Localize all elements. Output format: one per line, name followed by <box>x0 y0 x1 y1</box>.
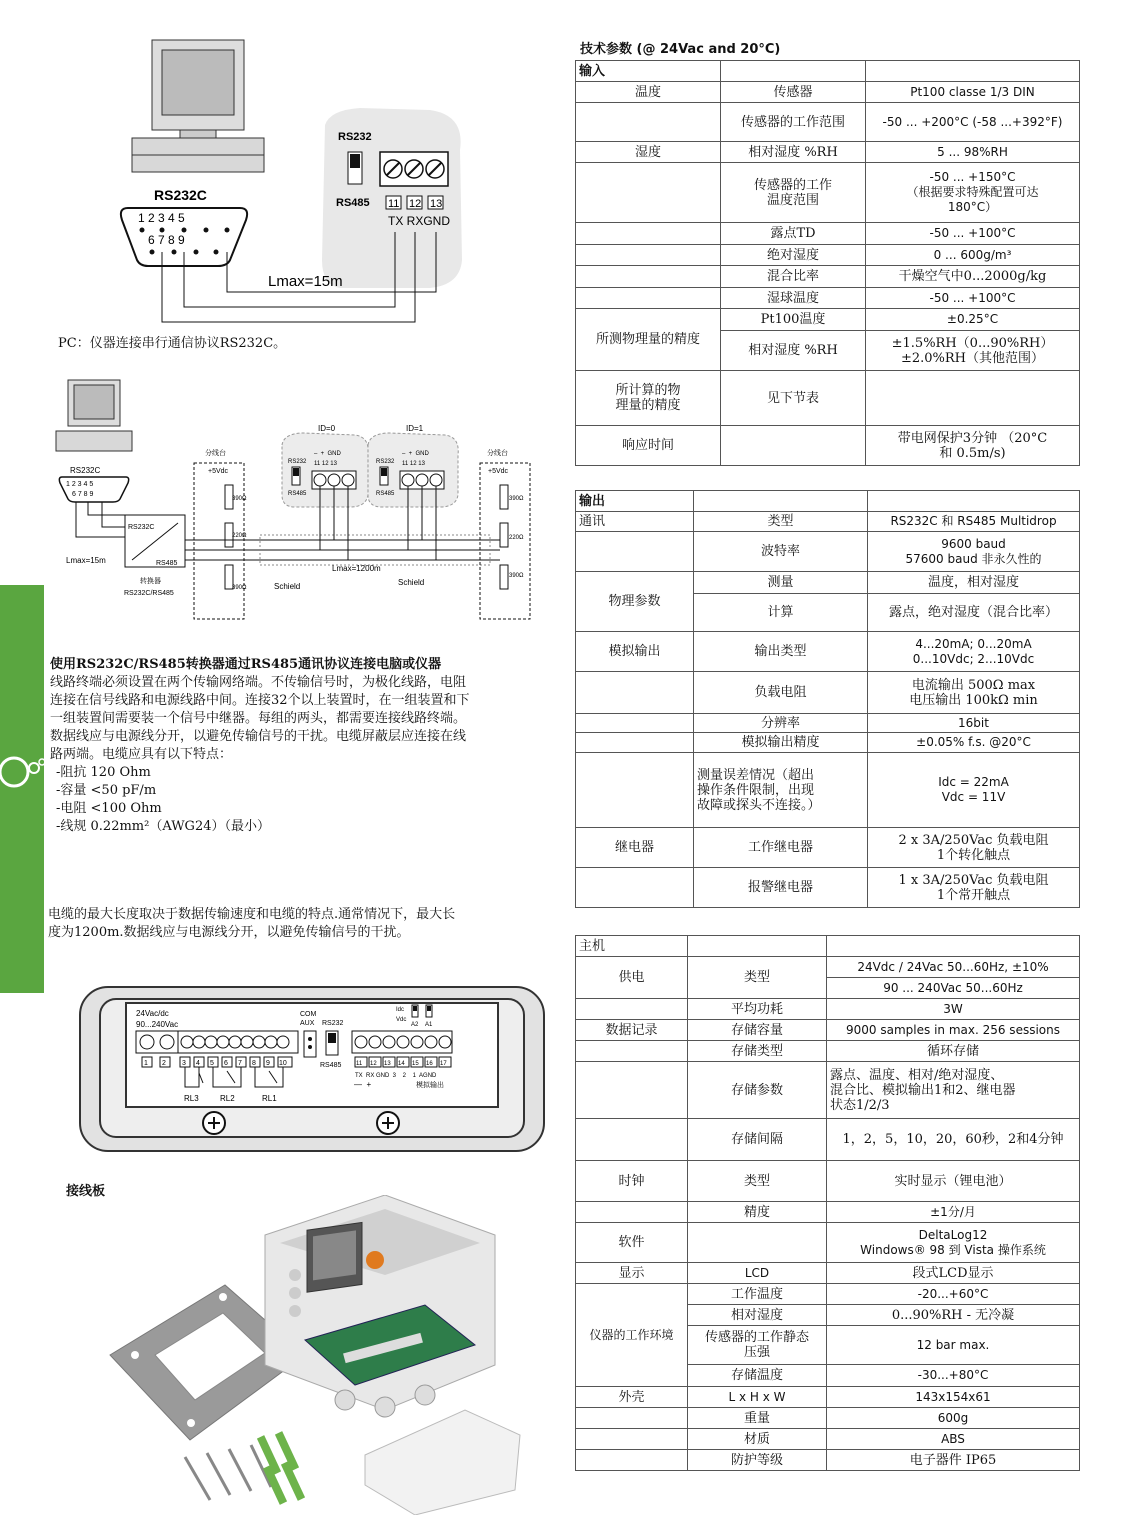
cell: ±1.5%RH（0...90%RH） <box>891 335 1054 351</box>
relay-rl3: RL3 <box>184 1094 199 1103</box>
feature-item: -电阻 <100 Ohm <box>56 801 162 816</box>
para-line: 电缆的最大长度取决于数据传输速度和电缆的特点.通常情况下，最大长 <box>48 907 456 922</box>
cell: 和 0.5m/s) <box>939 445 1006 461</box>
cell: 存储温度 <box>688 1365 827 1387</box>
para-line: 路两端。电缆应具有以下特点： <box>50 747 233 762</box>
id0-label: ID=0 <box>318 424 336 433</box>
cell: 12 bar max. <box>827 1326 1080 1365</box>
vdc-label: Vdc <box>396 1017 407 1023</box>
term-nums-a: 11 12 13 <box>314 461 337 467</box>
board-num: 5 <box>210 1060 214 1067</box>
cell: Pt100 classe 1/3 DIN <box>866 82 1080 103</box>
db9-pins-top-2: 1 2 3 4 5 <box>66 481 94 488</box>
vdc-right: +5Vdc <box>488 468 509 475</box>
cell: 湿度 <box>576 142 721 163</box>
cell: 模拟输出精度 <box>694 733 868 753</box>
board-num: 17 <box>440 1061 447 1067</box>
minus-plus: — + <box>354 1080 372 1089</box>
cell: 重量 <box>688 1408 827 1429</box>
cell: （根据要求特殊配置可达 <box>906 185 1039 199</box>
cell: 物理参数 <box>576 572 694 632</box>
computer-icon <box>132 40 264 172</box>
relay-rl2: RL2 <box>220 1094 235 1103</box>
cell: 传感器的工作范围 <box>721 103 866 142</box>
board-num: 9 <box>266 1060 270 1067</box>
board-num: 8 <box>252 1060 256 1067</box>
cell: 143x154x61 <box>827 1387 1080 1408</box>
cell: 57600 baud 非永久性的 <box>905 551 1042 566</box>
cell: 存储参数 <box>688 1062 827 1119</box>
cell: 1，2，5，10，20，60秒，2和4分钟 <box>827 1119 1080 1161</box>
connector-label-2: RS232C <box>70 466 101 475</box>
cell: 状态1/2/3 <box>830 1097 890 1113</box>
para-line: 连接在信号线路和电源线路中间。连接32个以上装置时，在一组装置和下 <box>50 693 470 708</box>
lmax-label: Lmax=15m <box>268 273 343 290</box>
screw-icon <box>377 1112 399 1134</box>
cell: Windows® 98 到 Vista 操作系统 <box>860 1242 1046 1257</box>
lmax15-label: Lmax=15m <box>66 556 106 565</box>
cell: 1 x 3A/250Vac 负载电阻 <box>898 872 1049 888</box>
relay-rl1: RL1 <box>262 1094 277 1103</box>
cable-length-description <box>48 906 455 942</box>
board-bottom-labels: TX RX GND 3 2 1 AGND <box>355 1073 437 1079</box>
cell: 工作温度 <box>688 1284 827 1305</box>
distributor-left: 分线台 <box>205 450 226 457</box>
idc-label: Idc <box>396 1007 405 1013</box>
cell: ±1分/月 <box>827 1202 1080 1223</box>
resistor-390d: 390Ω <box>509 573 524 579</box>
cell: Idc = 22mA <box>938 775 1009 789</box>
cell: 3W <box>827 999 1080 1020</box>
resistor-220a: 220Ω <box>232 533 247 539</box>
cell: 分辨率 <box>694 714 868 733</box>
cell: 存储容量 <box>688 1020 827 1041</box>
board-num: 1 <box>144 1060 148 1067</box>
resistor-390a: 390Ω <box>232 496 247 502</box>
distributor-right: 分线台 <box>487 450 508 457</box>
board-num: 13 <box>384 1061 391 1067</box>
cell: 露点，绝对湿度（混合比率） <box>868 594 1080 632</box>
resistor-220b: 220Ω <box>509 535 524 541</box>
cell: -50 ... +100°C <box>866 223 1080 245</box>
decorative-circles <box>0 740 50 830</box>
input-header: 输入 <box>576 61 721 82</box>
term-nums-b: 11 12 13 <box>402 461 425 467</box>
converter-rs232: RS232C <box>128 524 155 531</box>
board-num: 16 <box>426 1061 433 1067</box>
cell: 0 ... 600g/m³ <box>866 245 1080 266</box>
cell: 理量的精度 <box>615 398 681 413</box>
board-num: 10 <box>279 1060 287 1067</box>
board-num: 7 <box>238 1060 242 1067</box>
analog-out-label: 模拟输出 <box>416 1082 444 1089</box>
vdc-left: +5Vdc <box>208 468 229 475</box>
board-rs485: RS485 <box>320 1062 342 1069</box>
cell: 电流输出 500Ω max <box>911 677 1036 693</box>
cell: 相对湿度 %RH <box>721 331 866 371</box>
feature-item: -容量 <50 pF/m <box>56 783 157 798</box>
lmax1200-label: Lmax=1200m <box>332 564 381 573</box>
rs485-switch-label: RS485 <box>336 197 370 209</box>
cell: 防护等级 <box>688 1450 827 1471</box>
cell: 相对湿度 %RH <box>721 142 866 163</box>
rs485-description <box>50 656 470 836</box>
para-line: 一组装置间需要装一个信号中继器。每组的两头，都需要连接线路终端。 <box>50 711 467 726</box>
switch-485-a: RS485 <box>288 491 307 497</box>
cell: 带电网保护3分钟 （20°C <box>897 430 1048 446</box>
cell: 精度 <box>688 1202 827 1223</box>
cell: 温度范围 <box>766 192 819 208</box>
board-num: 12 <box>370 1061 377 1067</box>
board-num: 11 <box>356 1061 363 1067</box>
cell: 通讯 <box>576 512 694 532</box>
rs232-switch-label: RS232 <box>338 131 372 143</box>
cell: 传感器的工作静态 <box>704 1330 809 1345</box>
cell: 外壳 <box>576 1387 688 1408</box>
term-num-11: 11 <box>388 198 400 210</box>
cell: ±0.05% f.s. @20°C <box>868 733 1080 753</box>
cell: 存储类型 <box>688 1041 827 1062</box>
spec-title: 技术参数 (@ 24Vac and 20°C) <box>580 42 781 57</box>
cell: 类型 <box>688 1161 827 1202</box>
term-num-12: 12 <box>409 198 422 210</box>
converter-rs485: RS485 <box>156 560 178 567</box>
para-line: 线路终端必须设置在两个传输网络端。不传输信号时，为极化线路，电阻 <box>50 675 467 690</box>
cell: 2 x 3A/250Vac 负载电阻 <box>898 832 1049 848</box>
board-num: 6 <box>224 1060 228 1067</box>
cell: 0...90%RH - 无冷凝 <box>827 1305 1080 1326</box>
cell: -30...+80°C <box>827 1365 1080 1387</box>
cell: 段式LCD显示 <box>827 1263 1080 1284</box>
board-caption: 接线板 <box>66 1184 106 1199</box>
term-names: TX RXGND <box>388 214 451 228</box>
product-photo <box>95 1195 550 1515</box>
cell: 仪器的工作环境 <box>576 1284 688 1387</box>
rs232-wiring-diagram <box>100 30 480 330</box>
cell: 混合比率 <box>721 266 866 288</box>
com-label: COM <box>300 1011 317 1018</box>
a2-label: A2 <box>411 1022 419 1028</box>
cell: LCD <box>688 1263 827 1284</box>
cell: -50 ... +100°C <box>866 288 1080 309</box>
cell: L x H x W <box>688 1387 827 1408</box>
cell: 存储间隔 <box>688 1119 827 1161</box>
cell: 9000 samples in max. 256 sessions <box>827 1020 1080 1041</box>
cell: 绝对湿度 <box>721 245 866 266</box>
switch-232-a: RS232 <box>288 459 307 465</box>
cell: 测量误差情况（超出 <box>697 767 815 783</box>
cell: 600g <box>827 1408 1080 1429</box>
cell: -50 ... +150°C <box>929 170 1016 184</box>
cell: 90 ... 240Vac 50...60Hz <box>827 978 1080 999</box>
cell: 湿球温度 <box>721 288 866 309</box>
feature-item: -阻抗 120 Ohm <box>56 765 151 780</box>
cell: 混合比、模拟输出1和2、继电器 <box>830 1082 1016 1098</box>
board-num: 2 <box>162 1060 166 1067</box>
converter-label: 转换器 <box>140 578 161 585</box>
cell: 循环存储 <box>827 1041 1080 1062</box>
cell: -20...+60°C <box>827 1284 1080 1305</box>
rs485-title: 使用RS232C/RS485转换器通过RS485通讯协议连接电脑或仪器 <box>50 657 442 672</box>
cell: 5 ... 98%RH <box>866 142 1080 163</box>
cell: 露点、温度、相对/绝对湿度、 <box>830 1067 1004 1083</box>
cell: 测量 <box>694 572 868 594</box>
cell: 温度，相对湿度 <box>868 572 1080 594</box>
cell: -50 ... +200°C (-58 ...+392°F) <box>866 103 1080 142</box>
fig1-caption: PC：仪器连接串行通信协议RS232C。 <box>58 336 287 351</box>
cell: 负载电阻 <box>694 672 868 714</box>
cell: 数据记录 <box>576 1020 688 1041</box>
para-line: 度为1200m.数据线应与电源线分开，以避免传输信号的干扰。 <box>48 925 410 940</box>
cell: 温度 <box>576 82 721 103</box>
cell: 供电 <box>576 957 688 999</box>
term-top-a: – + GND <box>314 451 341 457</box>
cell: 传感器的工作 <box>753 177 832 193</box>
cell: 继电器 <box>576 828 694 868</box>
cell: ±0.25°C <box>866 309 1080 331</box>
db9-pins-bottom: 6 7 8 9 <box>148 233 185 247</box>
a1-label: A1 <box>425 1022 433 1028</box>
cell: ABS <box>827 1429 1080 1450</box>
feature-item: -线规 0.22mm²（AWG24）（最小） <box>56 819 270 834</box>
cell: 输出类型 <box>694 632 868 672</box>
para-line: 数据线应与电源线分开，以避免传输信号的干扰。电缆屏蔽层应连接在线 <box>50 729 467 744</box>
terminal-board-diagram <box>78 985 546 1155</box>
cell: 响应时间 <box>576 426 721 466</box>
cell: DeltaLog12 <box>918 1227 988 1242</box>
term-top-b: – + GND <box>402 451 429 457</box>
connector-label: RS232C <box>154 187 207 203</box>
board-num: 3 <box>182 1060 186 1067</box>
cell: 实时显示（锂电池） <box>827 1161 1080 1202</box>
cell: 0...10Vdc; 2...10Vdc <box>912 651 1035 666</box>
cell: 所测物理量的精度 <box>576 309 721 371</box>
resistor-390b: 390Ω <box>232 585 247 591</box>
cell: RS232C 和 RS485 Multidrop <box>868 512 1080 532</box>
cell: 波特率 <box>694 532 868 572</box>
cell: 时钟 <box>576 1161 688 1202</box>
cell: 干燥空气中0...2000g/kg <box>866 266 1080 288</box>
schield-label-1: Schield <box>274 582 301 591</box>
schield-label-2: Schield <box>398 578 425 587</box>
power-label-2: 90...240Vac <box>136 1020 179 1029</box>
computer-icon-small <box>56 380 132 451</box>
aux-label: AUX <box>300 1020 315 1027</box>
cell: 计算 <box>694 594 868 632</box>
rs485-network-diagram <box>50 375 545 625</box>
cell: 模拟输出 <box>576 632 694 672</box>
cell: 180°C） <box>947 200 998 214</box>
cell: 传感器 <box>721 82 866 103</box>
board-rs232: RS232 <box>322 1020 344 1027</box>
cell: 报警继电器 <box>694 868 868 908</box>
cell: 1个转化触点 <box>936 847 1011 863</box>
input-spec-table <box>575 60 1080 466</box>
cell: 露点TD <box>721 223 866 245</box>
resistor-390c: 390Ω <box>509 496 524 502</box>
cell: 所计算的物 <box>615 383 681 398</box>
power-label-1: 24Vac/dc <box>136 1009 169 1018</box>
cell: ±2.0%RH（其他范围） <box>900 350 1045 366</box>
main-header: 主机 <box>576 936 688 957</box>
cell: 4...20mA; 0...20mA <box>915 636 1032 651</box>
switch-485-b: RS485 <box>376 491 395 497</box>
cell: 见下节表 <box>721 371 866 426</box>
cell: 压强 <box>743 1345 770 1360</box>
board-num: 15 <box>412 1061 419 1067</box>
cell: 故障或探头不连接。） <box>697 797 821 813</box>
cell: Pt100温度 <box>721 309 866 331</box>
cell: Vdc = 11V <box>941 790 1006 804</box>
term-num-13: 13 <box>430 198 443 210</box>
converter-sub: RS232C/RS485 <box>124 590 174 597</box>
cell: 16bit <box>868 714 1080 733</box>
cell: 9600 baud <box>941 536 1006 551</box>
cell: 1个常开触点 <box>936 887 1011 903</box>
board-num: 14 <box>398 1061 405 1067</box>
cell: 类型 <box>694 512 868 532</box>
cell: 软件 <box>576 1223 688 1263</box>
output-spec-table <box>575 490 1080 908</box>
switch-232-b: RS232 <box>376 459 395 465</box>
id1-label: ID=1 <box>406 424 424 433</box>
db9-pins-bottom-2: 6 7 8 9 <box>72 491 94 498</box>
cell: 相对湿度 <box>688 1305 827 1326</box>
db9-pins-top: 1 2 3 4 5 <box>138 211 185 225</box>
screw-icon <box>203 1112 225 1134</box>
cell: 材质 <box>688 1429 827 1450</box>
cell: 工作继电器 <box>694 828 868 868</box>
output-header: 输出 <box>576 491 694 512</box>
cell: 显示 <box>576 1263 688 1284</box>
board-num: 4 <box>196 1060 200 1067</box>
cell: 24Vdc / 24Vac 50...60Hz, ±10% <box>827 957 1080 978</box>
cell: 类型 <box>688 957 827 999</box>
cell: 电压输出 100kΩ min <box>909 692 1038 708</box>
cell: 操作条件限制，出现 <box>697 782 815 798</box>
main-unit-spec-table <box>575 935 1080 1471</box>
cell: 电子器件 IP65 <box>827 1450 1080 1471</box>
cell: 平均功耗 <box>688 999 827 1020</box>
